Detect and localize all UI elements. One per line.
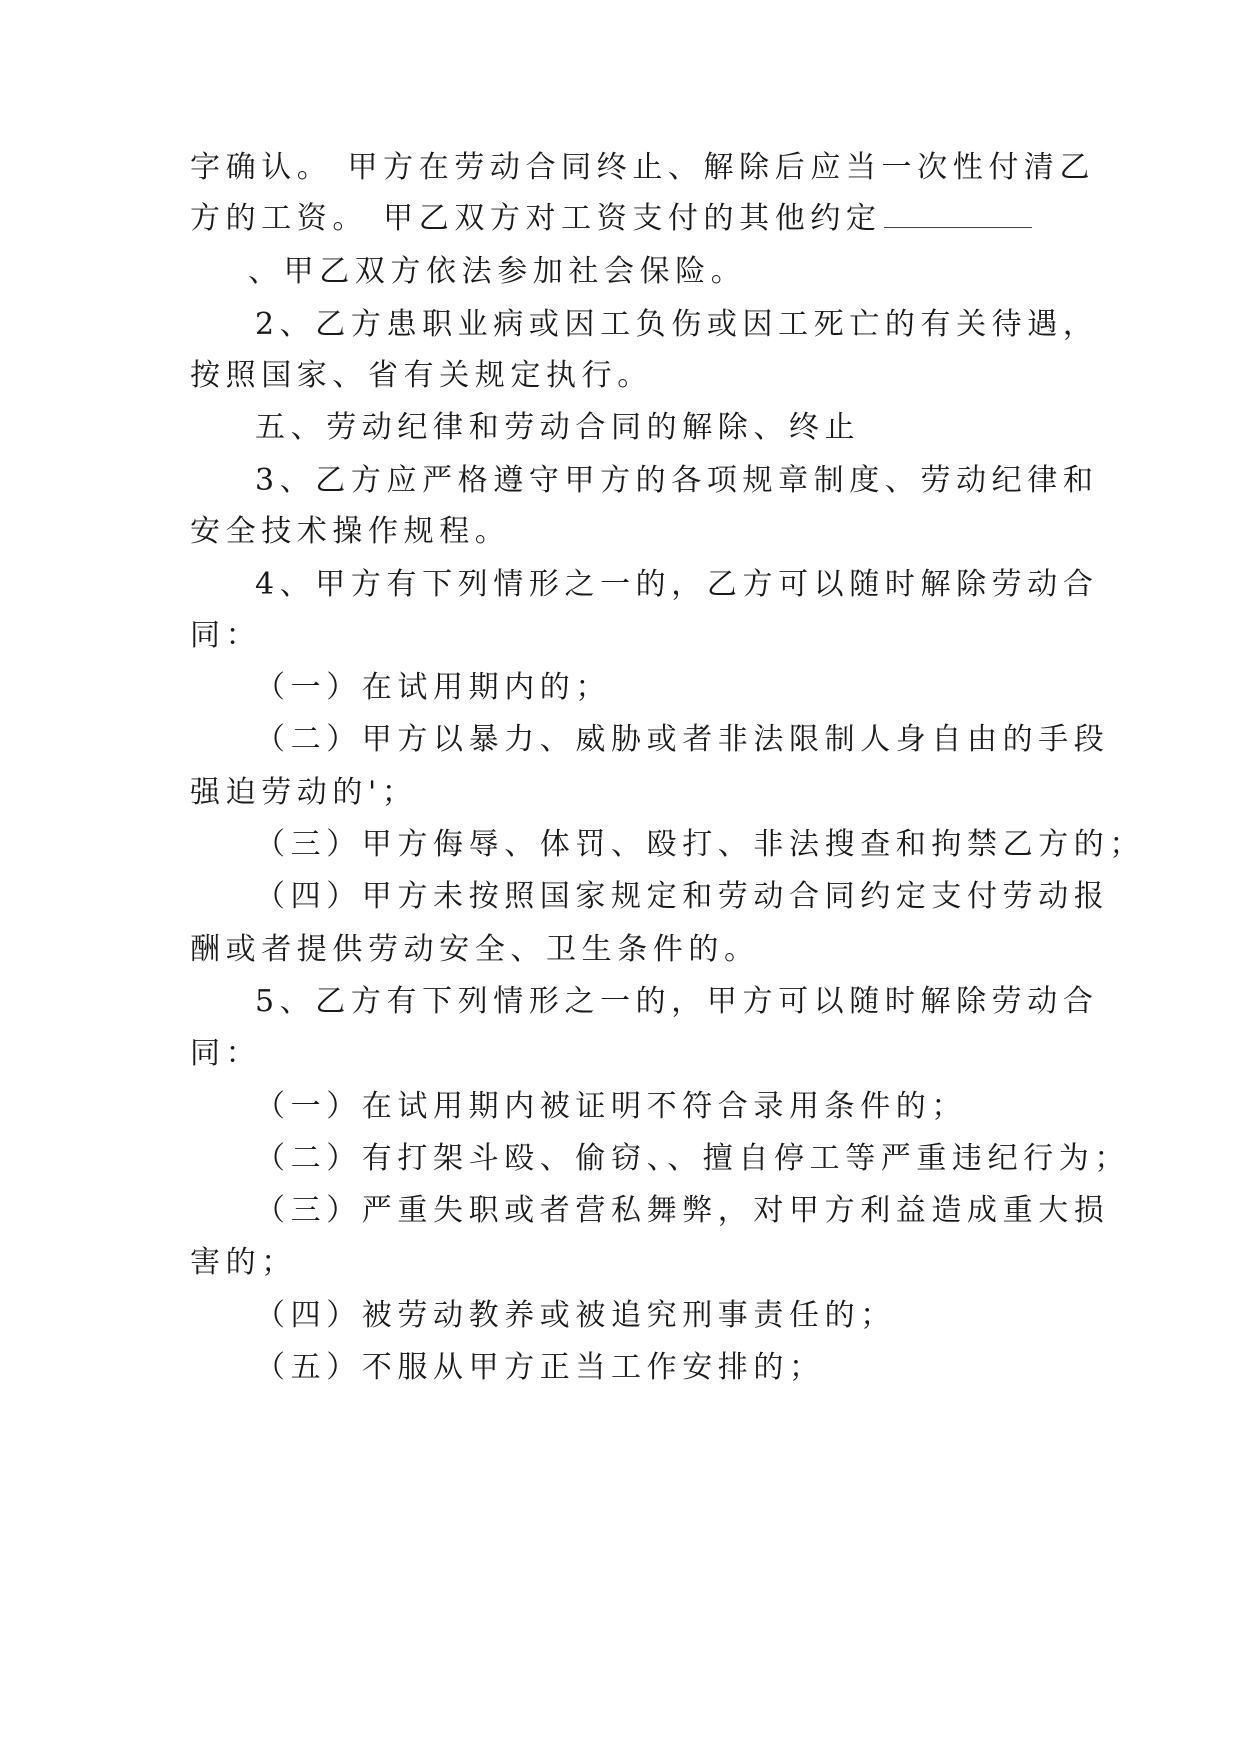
section-heading: 五、劳动纪律和劳动合同的解除、终止 <box>255 410 861 445</box>
text-line-13: 强迫劳动的'； <box>190 775 418 810</box>
text-line-2-content: 方的工资。 甲乙双方对工资支付的其他约定 <box>190 201 882 236</box>
text-line-10: 同： <box>190 618 262 653</box>
text-line-16: 酬或者提供劳动安全、卫生条件的。 <box>190 932 760 967</box>
list-item-2: （二）甲方以暴力、威胁或者非法限制人身自由的手段 <box>255 722 1110 757</box>
text-line-3: 、甲乙双方依法参加社会保险。 <box>248 254 747 289</box>
text-line-5: 按照国家、省有关规定执行。 <box>190 358 653 393</box>
text-line-17: 5、乙方有下列情形之一的，甲方可以随时解除劳动合 <box>255 984 1099 1019</box>
list-item-9: （五）不服从甲方正当工作安排的； <box>255 1350 825 1385</box>
list-item-7: （三）严重失职或者营私舞弊，对甲方利益造成重大损 <box>255 1193 1110 1228</box>
text-line-8: 安全技术操作规程。 <box>190 514 511 549</box>
text-line-4: 2、乙方患职业病或因工负伤或因工死亡的有关待遇， <box>255 307 1099 342</box>
text-line-7: 3、乙方应严格遵守甲方的各项规章制度、劳动纪律和 <box>255 463 1099 498</box>
text-line-2 <box>190 197 1050 241</box>
text-line-9: 4、甲方有下列情形之一的，乙方可以随时解除劳动合 <box>255 567 1099 602</box>
text-line-22: 害的； <box>190 1245 297 1280</box>
list-item-6: （二）有打架斗殴、偷窃、、擅自停工等严重违纪行为； <box>255 1141 1130 1176</box>
text-line-18: 同： <box>190 1036 262 1071</box>
list-item-8: （四）被劳动教养或被追究刑事责任的； <box>255 1298 896 1333</box>
list-item-4: （四）甲方未按照国家规定和劳动合同约定支付劳动报 <box>255 879 1110 914</box>
text-line-1: 字确认。 甲方在劳动合同终止、解除后应当一次性付清乙 <box>190 150 1096 185</box>
fill-in-blank <box>884 201 1032 228</box>
list-item-5: （一）在试用期内被证明不符合录用条件的； <box>255 1089 967 1124</box>
list-item-1: （一）在试用期内的； <box>255 670 611 705</box>
list-item-3: （三）甲方侮辱、体罚、殴打、非法搜查和拘禁乙方的； <box>255 827 1145 862</box>
